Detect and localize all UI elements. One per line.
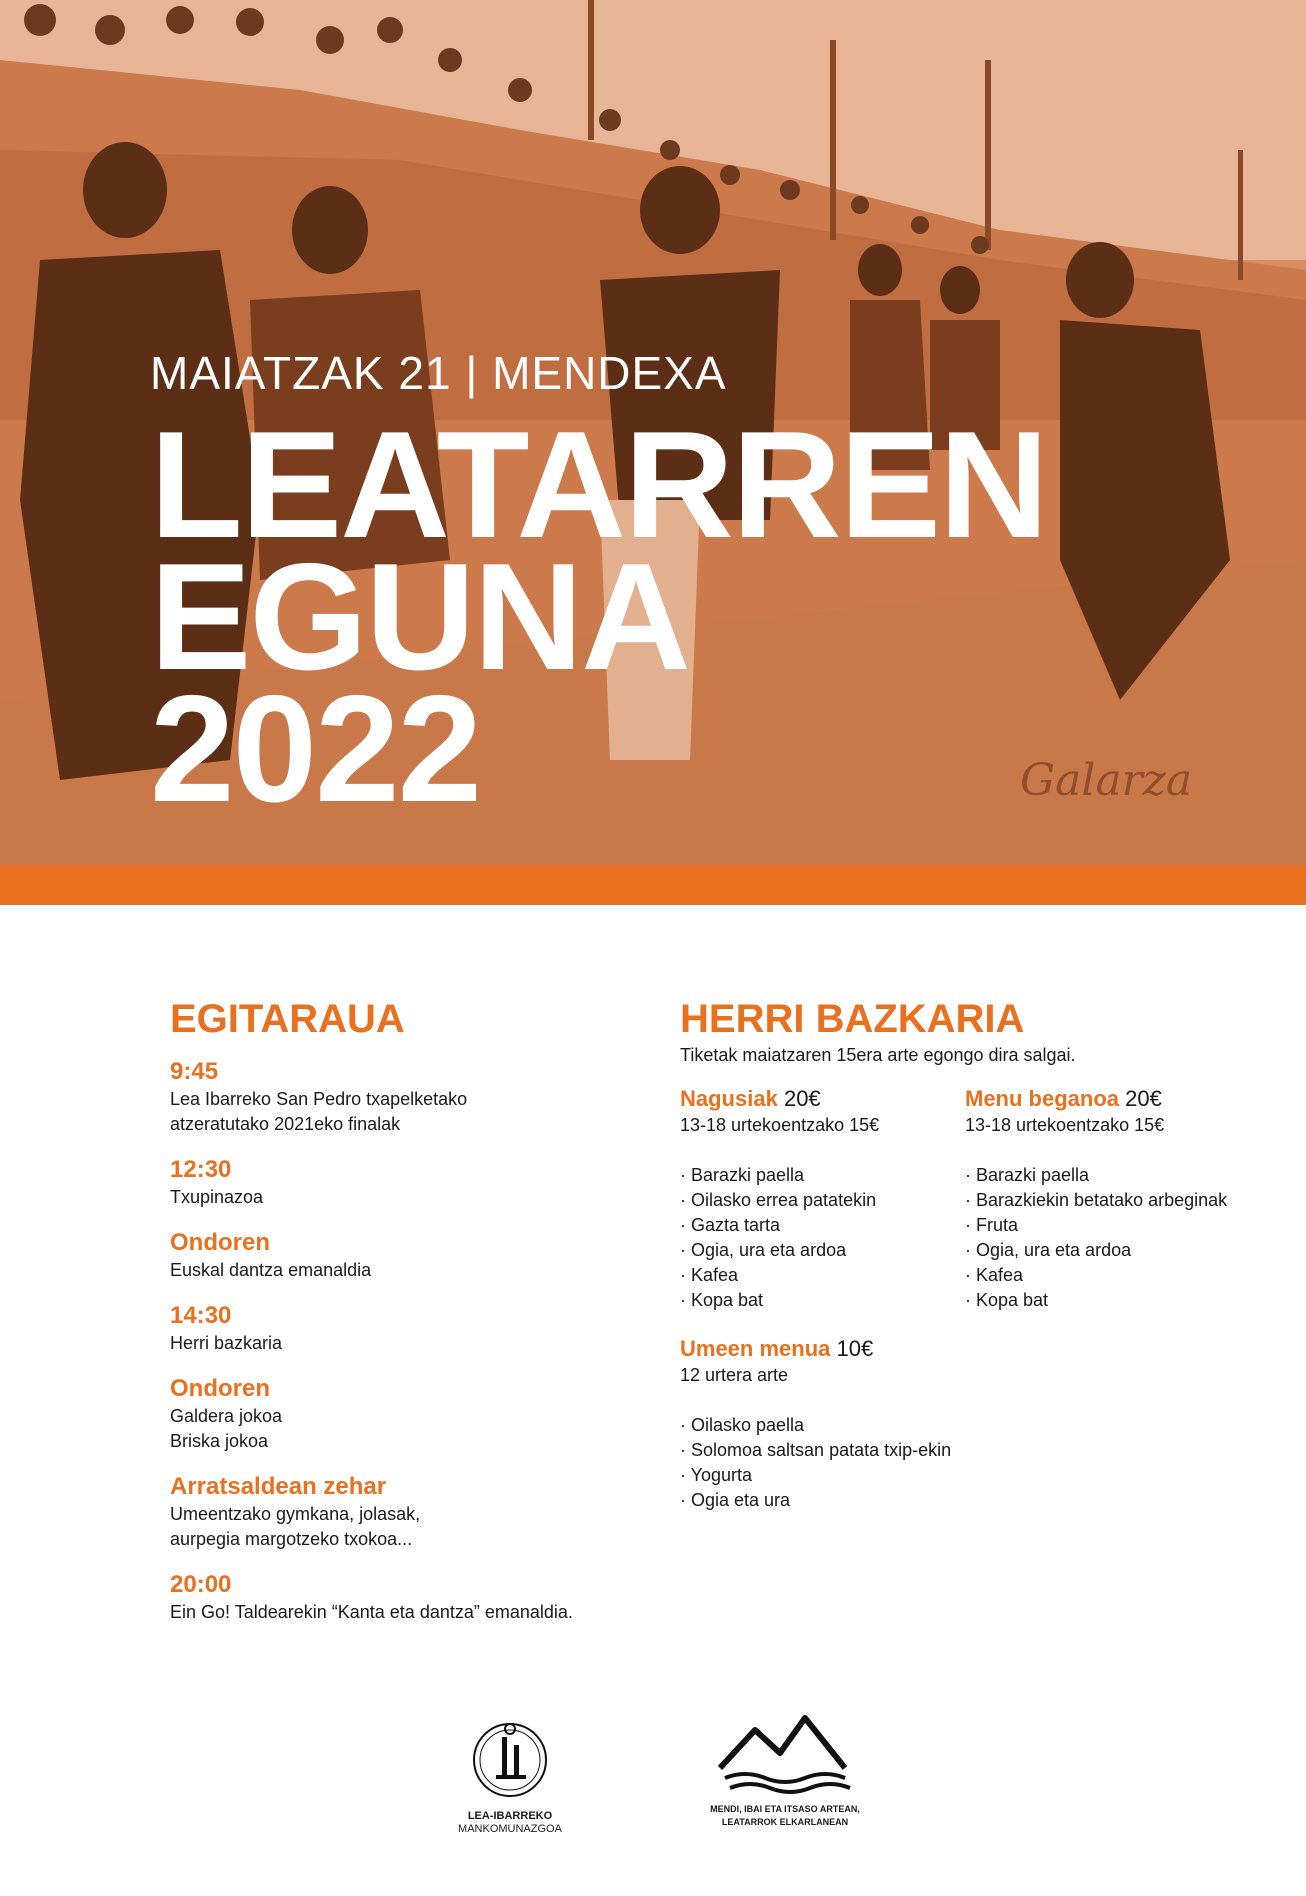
menu-dish: · Barazki paella [965,1165,1090,1185]
menu-adults [680,1085,950,1313]
menu-title: Nagusiak 20€ [680,1086,821,1111]
program-item [170,1228,650,1283]
menu-dish: · Ogia, ura eta ardoa [965,1240,1132,1260]
photo-signature: Galarza [1020,755,1193,806]
menu-dish: · Kafea [680,1265,739,1285]
program-desc: Herri bazkaria [170,1333,283,1353]
menu-title: Menu beganoa 20€ [965,1086,1162,1111]
program-item [170,1570,650,1625]
program-time: 14:30 [170,1302,232,1329]
title-line-2: EGUNA [150,532,689,702]
menu-dish: · Barazki paella [680,1165,805,1185]
menu-title: Umeen menua 10€ [680,1336,874,1361]
menu-dish: · Kopa bat [965,1290,1049,1310]
menu-dish: · Oilasko errea patatekin [680,1190,877,1210]
program-time: 20:00 [170,1571,232,1598]
program-time: Arratsaldean zehar [170,1473,387,1500]
event-title [150,400,1047,834]
program-desc: Euskal dantza emanaldia [170,1260,372,1280]
mountains-waves-icon [700,1708,870,1798]
program-desc: aurpegia margotzeko txokoa... [170,1529,413,1549]
menu-dish: · Ogia, ura eta ardoa [680,1240,847,1260]
event-date-place: MAIATZAK 21 | MENDEXA [150,347,727,399]
menu-dish: · Yogurta [680,1465,753,1485]
program-time: 12:30 [170,1156,232,1183]
program-item [170,1301,650,1356]
logo-caption: LEATARROK ELKARLANEAN [721,1817,849,1827]
menu-dish: · Kafea [965,1265,1024,1285]
program-time: Ondoren [170,1375,270,1402]
menu-dish: · Barazkiekin betatako arbeginak [965,1190,1228,1210]
program-item [170,1057,650,1137]
lunch-heading: HERRI BAZKARIA [680,997,1025,1041]
program-desc: Galdera jokoa [170,1406,283,1426]
lunch-section [680,995,1240,1510]
mankomunazgoa-logo [430,1715,590,1836]
leatarrok-logo [700,1708,870,1829]
orange-divider-band [0,865,1306,905]
program-section [170,995,650,1643]
menu-dish: · Ogia eta ura [680,1490,791,1510]
menu-subprice: 12 urtera arte [680,1365,789,1385]
menu-dish: · Gazta tarta [680,1215,781,1235]
program-time: Ondoren [170,1229,270,1256]
program-desc: Txupinazoa [170,1187,264,1207]
logo-caption: MENDI, IBAI ETA ITSASO ARTEAN, [710,1804,860,1814]
menu-kids [680,1335,1020,1513]
title-line-1: LEATARREN [150,400,1047,570]
program-time: 9:45 [170,1058,219,1085]
menu-subprice: 13-18 urtekoentzako 15€ [680,1115,880,1135]
menu-dish: · Oilasko paella [680,1415,805,1435]
menu-dish: · Kopa bat [680,1290,764,1310]
hero-photo [0,0,1306,865]
program-desc: Ein Go! Taldearekin “Kanta eta dantza” emanaldia. [170,1602,573,1622]
program-desc: Lea Ibarreko San Pedro txapelketako [170,1089,468,1109]
logo-caption: MANKOMUNAZGOA [458,1823,562,1835]
program-heading: EGITARAUA [170,997,405,1041]
seal-icon [430,1715,590,1805]
program-desc: atzeratutako 2021eko finalak [170,1114,401,1134]
program-desc: Umeentzako gymkana, jolasak, [170,1504,421,1524]
menu-subprice: 13-18 urtekoentzako 15€ [965,1115,1165,1135]
logo-caption: LEA-IBARREKO [467,1810,553,1822]
menu-vegan [965,1085,1255,1313]
program-item [170,1472,650,1552]
program-item [170,1155,650,1210]
menu-dish: · Fruta [965,1215,1019,1235]
title-line-3: 2022 [150,664,481,834]
program-item [170,1374,650,1454]
lunch-note: Tiketak maiatzaren 15era arte egongo dira salgai. [680,1045,1076,1065]
menu-dish: · Solomoa saltsan patata txip-ekin [680,1440,952,1460]
program-desc: Briska jokoa [170,1431,269,1451]
